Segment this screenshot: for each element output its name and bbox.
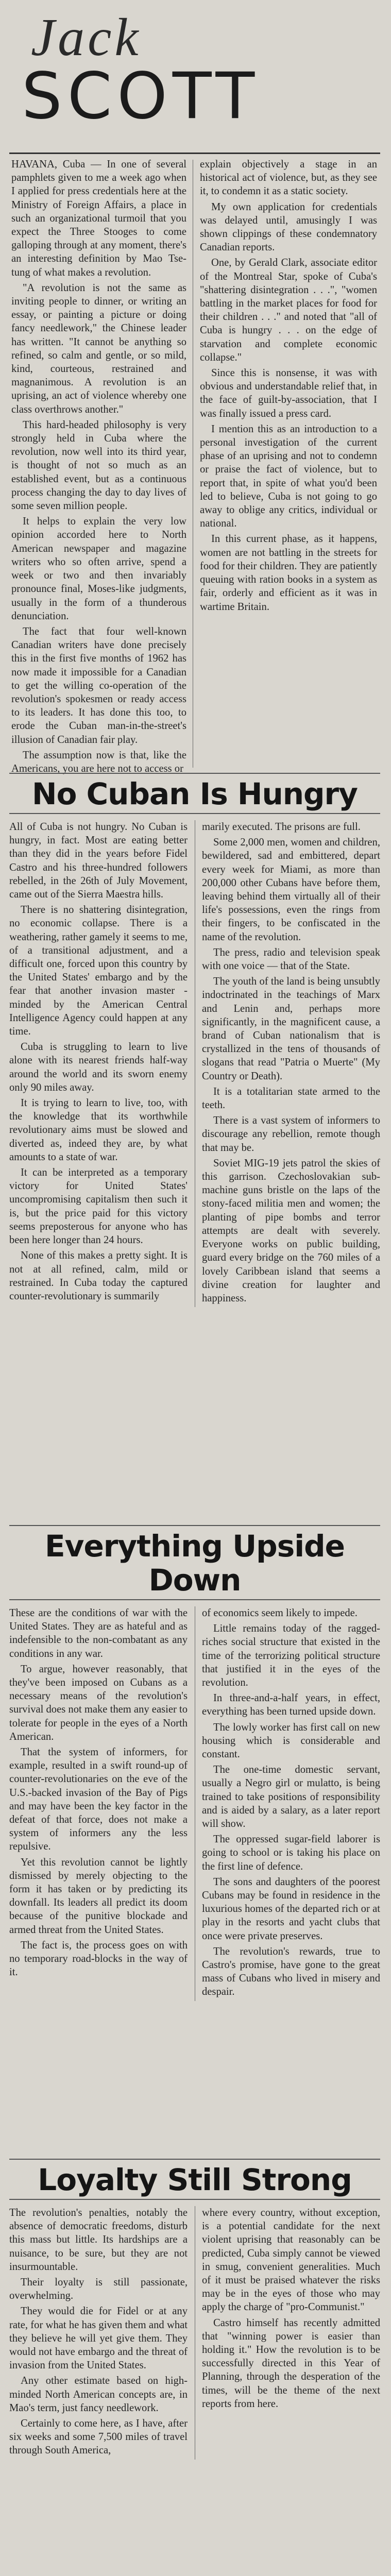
intro-column-right — [200, 158, 377, 616]
paragraph: The lowly worker has first call on new housing which is considerable and constant. — [202, 1721, 380, 1760]
paragraph: The press, radio and television speak with one voice — that of the State. — [202, 946, 380, 972]
section-headline: Loyalty Still Strong — [9, 2159, 380, 2200]
section-columns — [9, 1606, 380, 2001]
paragraph: Their loyalty is still passionate, overwhelming. — [9, 2277, 188, 2302]
paragraph: Little remains today of the ragged-riches social structure that existed in the time of the terrorizing political structure that justified it in the eyes of the revolution. — [202, 1623, 380, 1689]
paragraph: HAVANA, Cuba — In one of several pamphlets given to me a week ago when I applied for press credentials here at the Ministry of Foreign Affairs, a place in such an organizational turmoil that you expect the Three Stooges to come galloping through at any moment, there's an interesting definition by Mao Tse-tung of what makes a revolution. — [11, 159, 186, 278]
paragraph: marily executed. The prisons are full. — [202, 821, 361, 833]
byline-last-name: SCOTT — [22, 59, 260, 133]
paragraph: Castro himself has recently admitted that "winning power is easier than holding it." How the revolution is to be successfully directed in this Year of Planning, through the desperation of the times, will be the theme of the next reports from here. — [202, 2317, 380, 2410]
paragraph: The revolution's rewards, true to Castro's promise, have gone to the great mass of Cubans who lived in misery and despair. — [202, 1945, 380, 1998]
paragraph: "A revolution is not the same as inviting people to dinner, or writing an essay, or painting a picture or doing fancy needlework," the Chinese leader has written. "It cannot be anything so refined, so calm and gentle, or so mild, kind, courteous, restrained and magnanimous. A revolution is an uprising, an act of violence whereby one class overthrows another." — [11, 282, 186, 415]
intro-column-left — [11, 158, 186, 777]
paragraph: They would die for Fidel or at any rate, for what he has given them and what they believe he will yet give them. They would not have embargo and the threat of invasion from the United States. — [9, 2306, 188, 2371]
paragraph: That the system of informers, for example, resulted in a swift round-up of counter-revolutionaries on the eve of the U.S.-backed invasion of the Bay of Pigs and may have been the key factor in the defeat of that force, does not make a system of informers any the less repulsive. — [9, 1747, 188, 1853]
paragraph: There is no shattering disintegration, no economic collapse. There is a weathering, rather gamely it seems to me, of a transitional adjustment, and a difficult one, forced upon this country by the United States' embargo and by the fear that another invasion master - minded by the American Central Intelligence Agency could happen at any time. — [9, 904, 188, 1038]
paragraph: Any other estimate based on high-minded North American concepts are, in Mao's term, just fancy needlework. — [9, 2375, 188, 2414]
paragraph: of economics seem likely to impede. — [202, 1607, 358, 1619]
byline — [22, 8, 372, 133]
paragraph: One, by Gerald Clark, associate editor of the Montreal Star, spoke of Cuba's "shattering disintegration . . .", "women battling in the market places for food for their children . . ." and noted that "all of Cuba is hungry . . . on the edge of starvation and complete economic collapse." — [200, 257, 377, 363]
paragraph: Soviet MIG-19 jets patrol the skies of this garrison. Czechoslovakian sub-machine guns bristle on the laps of the stony-faced militia men and women; the planting of pipe bombs and terror attempts are dealt with severely. Everyone works on public building, guard every bridge on the 760 miles of a lovely Caribbean island that seems a divine creation for laughter and happiness. — [202, 1157, 380, 1304]
paragraph: The assumption now is that, like the Americans, you are here not to access or — [11, 749, 186, 774]
paragraph: These are the conditions of war with the United States. They are as hateful and as indefensible to the non-combatant as any conditions in any war. — [9, 1607, 188, 1659]
paragraph: It is a totalitarian state armed to the teeth. — [202, 1086, 380, 1111]
paragraph: It helps to explain the very low opinion accorded here to North American newspaper and magazine writers who so often arrive, spend a week or two and then invariably pronounce final, Moses-like judgments, usually in the form of a thunderous denunciation. — [11, 516, 186, 622]
paragraph: The fact that four well-known Canadian writers have done precisely this in the first five months of 1962 has now made it impossible for a Canadian to get the willing co-operation of the revolution's spokesmen or ready access to its leaders. It has done this too, to erode the Cuban man-in-the-street's illusion of Canadian fair play. — [11, 625, 186, 745]
paragraph: Some 2,000 men, women and children, bewildered, sad and embittered, depart every week for Miami, as more than 200,000 other Cubans have before them, leaving behind them virtually all of their life's possessions, even the rings from their fingers, to be confiscated in the name of the revolution. — [202, 837, 380, 943]
paragraph: It is trying to learn to live, too, with the knowledge that its worthwhile revolutionary aims must be slowed and diverted as, indeed they are, by what amounts to a state of war. — [9, 1097, 188, 1163]
section-column-right — [202, 820, 380, 1307]
paragraph: In three-and-a-half years, in effect, everything has been turned upside down. — [202, 1692, 380, 1718]
paragraph: Yet this revolution cannot be lightly dismissed by merely objecting to the form it has taken or by predicting its downfall. Its leaders all predict its doom because of the punitive blockade and armed threat from the United States. — [9, 1856, 188, 1936]
paragraph: This hard-headed philosophy is very strongly held in Cuba where the revolution, now well into its third year, is thought of not so much as an established event, but as a continuous process changing the day to day lives of some seven million people. — [11, 419, 186, 512]
section-headline: Everything Upside Down — [9, 1525, 380, 1600]
section-columns — [9, 820, 380, 1307]
byline-first-name: Jack — [31, 8, 142, 67]
section-columns — [9, 2206, 380, 2460]
section-column-left — [9, 2206, 188, 2460]
paragraph: I mention this as an introduction to a personal investigation of the current phase of an uprising and not to condemn or praise the fact of violence, but to report that, in spite of what you'd been led to believe, Cuba is not going to go away to oblige any critics, individual or national. — [200, 423, 377, 530]
byline-rule — [9, 152, 380, 154]
paragraph: The oppressed sugar-field laborer is going to school or is taking his place on the first line of defence. — [202, 1834, 380, 1872]
paragraph: My own application for credentials was delayed until, amusingly I was shown clippings of these condemnatory Canadian reports. — [200, 201, 377, 253]
section-everything-upside-down — [9, 1525, 380, 2001]
paragraph: The sons and daughters of the poorest Cubans may be found in residence in the luxurious homes of the departed rich or at play in the resorts and yacht clubs that once were private preserves. — [202, 1876, 380, 1942]
paragraph: explain objectively a stage in an historical act of violence, but, as they see it, to condemn it as a static society. — [200, 159, 377, 197]
paragraph: Cuba is struggling to learn to live alone with its nearest friends half-way around the world and its sworn enemy only 90 miles away. — [9, 1041, 188, 1093]
paragraph: All of Cuba is not hungry. No Cuban is hungry, in fact. Most are eating better than they did in the years before Fidel Castro and his three-hundred followers rebelled, in the 26th of July Movement, came out of the Sierra Maestra hills. — [9, 821, 188, 901]
paragraph: Since this is nonsense, it was with obvious and understandable relief that, in the face of guilt-by-association, that I was finally issued a press card. — [200, 367, 377, 419]
paragraph: The one-time domestic servant, usually a Negro girl or mulatto, is being trained to take positions of responsibility and is aided by a salary, as a later report will show. — [202, 1764, 380, 1830]
paragraph: The youth of the land is being unsubtly indoctrinated in the teachings of Marx and Lenin and, perhaps more significantly, in the magnificent cause, a brand of Cuban nationalism that is crystallized in the tens of thousands of slogans that read "Patria o Muerte" (My Country or Death). — [202, 976, 380, 1082]
paragraph: where every country, without exception, is a potential candidate for the next violent uprising that reasonably can be predicted, Cuba simply cannot be viewed in smug, convenient generalities. Much of it must be praised whatever the risks may be in the eyes of those who may apply the charge of "pro-Communist." — [202, 2207, 380, 2313]
paragraph: Certainly to come here, as I have, after six weeks and some 7,500 miles of travel through South America, — [9, 2418, 188, 2456]
paragraph: The revolution's penalties, notably the absence of democratic freedoms, disturb this mass but little. Its hardships are a nuisance, to be sure, but they are not insurmountable. — [9, 2207, 188, 2273]
paragraph: To argue, however reasonably, that they've been imposed on Cubans as a necessary means of the revolution's survival does not make them any easier to tolerate for people in the eyes of a North American. — [9, 1663, 188, 1742]
section-no-cuban-is-hungry — [9, 773, 380, 1307]
section-loyalty-still-strong — [9, 2159, 380, 2460]
section-column-left — [9, 1606, 188, 2001]
paragraph: In this current phase, as it happens, women are not battling in the streets for food for their children. They are patiently queuing with ration books in a system as fair, orderly and efficient as it was in wartime Britain. — [200, 533, 377, 613]
section-column-right — [202, 1606, 380, 2001]
section-column-left — [9, 820, 188, 1307]
section-column-right — [202, 2206, 380, 2460]
paragraph: The fact is, the process goes on with no temporary road-blocks in the way of it. — [9, 1939, 188, 1978]
paragraph: It can be interpreted as a temporary victory for United States' uncompromising capitalism then such it is, but the price paid for this victory seems preposterous for anyone who has been here longer than 24 hours. — [9, 1167, 188, 1246]
paragraph: There is a vast system of informers to discourage any rebellion, remote though that may be. — [202, 1115, 380, 1154]
section-headline: No Cuban Is Hungry — [9, 773, 380, 814]
paragraph: None of this makes a pretty sight. It is not at all refined, calm, mild or restrained. In Cuba today the captured counter-revolutionary is summarily — [9, 1250, 188, 1302]
